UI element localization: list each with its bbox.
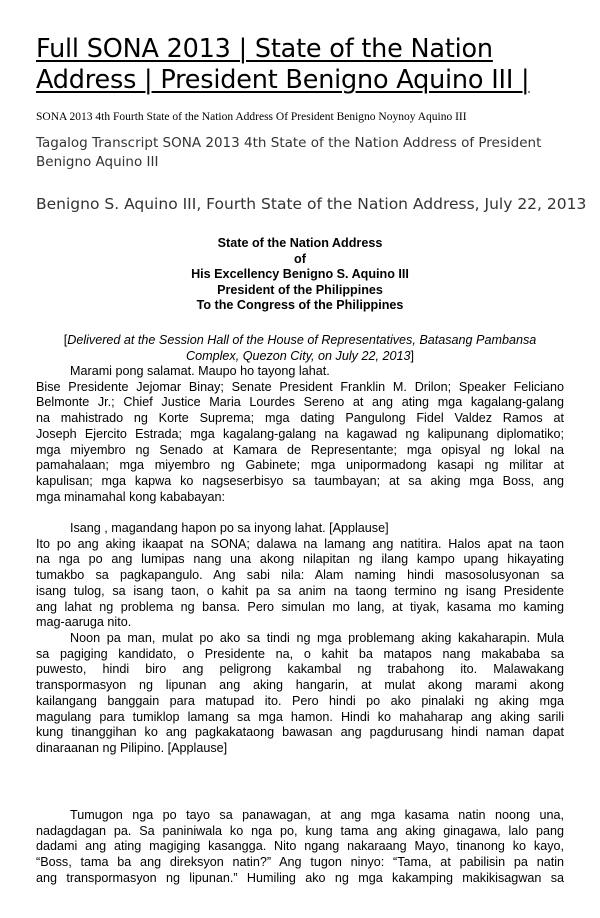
text-line: Belmonte Jr.; Chief Justice Maria Lourdes Sereno at ang ating mga kagalang-galang	[36, 395, 564, 410]
delivery-bracket-open: [	[63, 333, 68, 347]
paragraph-problems	[36, 631, 564, 757]
delivery-note	[36, 333, 564, 364]
subtitle: SONA 2013 4th Fourth State of the Nation Address Of President Benigno Noynoy Aquino III	[36, 111, 467, 123]
heading-line-4: President of the Philippines	[217, 282, 383, 297]
text-line: na nga po ang lumipas nang una akong nilapitan ng ilang kampo upang hikayating	[36, 552, 564, 567]
text-line: transpormasyon ng lipunan ang aking hangarin, at mulat akong marami akong	[36, 678, 564, 693]
text-line: kailangang banggain para matupad ito. Pero hindi po ako pinalaki ng aking mga	[36, 693, 564, 708]
text-line: dadami ang ating magiging kasangga. Nito ngang nakaraang Mayo, tinanong ko kayo,	[36, 839, 564, 854]
title-line-2: Address | President Benigno Aquino III |	[36, 65, 530, 95]
paragraph-call-answered	[36, 808, 564, 887]
text-line: mga minamahal kong kababayan:	[36, 489, 226, 504]
text-line: mga miyembro ng Senado at Kamara de Representante; mga opisyal ng lokal na	[36, 442, 564, 457]
text-line: Bise Presidente Jejomar Binay; Senate President Franklin M. Drilon; Speaker Feliciano	[36, 379, 564, 394]
heading-line-5: To the Congress of the Philippines	[196, 298, 404, 312]
heading-line-2: of	[294, 251, 306, 266]
paragraph-fourth-sona	[36, 521, 564, 631]
text-line: sa pagiging kandidato, o Presidente na, o kahit ba matapos nang makababa sa	[36, 646, 564, 661]
text-line: pamahalaan; mga miyembro ng Gabinete; mga unipormadong kasapi ng militar at	[36, 458, 564, 473]
text-line: Isang , magandang hapon po sa inyong lahat. [Applause]	[70, 521, 389, 535]
paragraph-greeting	[36, 364, 564, 505]
tagalog-transcript-heading: Tagalog Transcript SONA 2013 4th State of the Nation Address of President Benigno Aquino III	[36, 135, 542, 170]
text-line: isang tulog, sa isang taon, o kahit pa sa anim na taong termino ng isang Presidente	[36, 583, 564, 598]
title-line-1: Full SONA 2013 | State of the Nation	[36, 34, 493, 64]
text-line: Noon pa man, mulat po ako sa tindi ng mga problemang aking kakaharapin. Mula	[70, 631, 564, 645]
heading-line-3: His Excellency Benigno S. Aquino III	[191, 267, 409, 281]
delivery-line-1: Delivered at the Session Hall of the House of Representatives, Batasang Pambansa	[67, 333, 537, 347]
text-line: na mahistrado ng Korte Suprema; mga dating Pangulong Fidel Valdez Ramos at	[36, 411, 564, 426]
text-line: Joseph Ejercito Estrada; mga kagalang-galang na kagawad ng kalipunang diplomatiko;	[36, 426, 564, 441]
text-line: dinaraanan ng Pilipino. [Applause]	[36, 740, 228, 755]
text-line: Tumugon nga po tayo sa panawagan, at ang mga kasama natin noong una,	[70, 808, 564, 822]
text-line: ang transpormasyon ng lipunan.” Humiling ako ng mga kakamping makikisagwan sa	[36, 870, 564, 885]
text-line: tumakbo sa pagkapangulo. Ang sabi nila: Alam naming hindi masosolusyonan sa	[36, 568, 564, 583]
text-line: mag-aaruga nito.	[36, 615, 132, 630]
byline: Benigno S. Aquino III, Fourth State of the Nation Address, July 22, 2013	[36, 195, 587, 213]
address-heading	[36, 236, 564, 314]
text-line: kung tinanggihan ko ang pagkakataong bawasan ang pagdurusang hindi naman dapat	[36, 725, 564, 740]
delivery-line-2: Complex, Quezon City, on July 22, 2013	[186, 348, 411, 363]
text-line: “Boss, tama ba ang direksyon natin?” Ang tugon ninyo: “Tama, at pabilisin pa natin	[36, 855, 564, 870]
text-line: Ito po ang aking ikaapat na SONA; dalawa na lamang ang natitira. Halos apat na taon	[36, 536, 564, 551]
text-line: Marami pong salamat. Maupo ho tayong lahat.	[70, 364, 330, 378]
heading-line-1: State of the Nation Address	[217, 236, 383, 250]
text-line: magulang para tumiklop lamang sa mga hamon. Hindi ko mahaharap ang aking sarili	[36, 709, 564, 724]
text-line: ang lahat ng problema ng bansa. Pero simulan mo lang, at tiyak, kasama mo kaming	[36, 599, 564, 614]
text-line: nadagdagan pa. Sa paniniwala ko nga po, kung tama ang aking ginagawa, lalo pang	[36, 823, 564, 838]
text-line: kapulisan; mga kapwa ko nagseserbisyo sa taumbayan; at sa aking mga Boss, ang	[36, 473, 564, 488]
delivery-bracket-close: ]	[410, 348, 414, 363]
page-title	[36, 34, 596, 96]
text-line: puwesto, hindi biro ang peligrong kakambal ng trabahong ito. Malawakang	[36, 662, 564, 677]
